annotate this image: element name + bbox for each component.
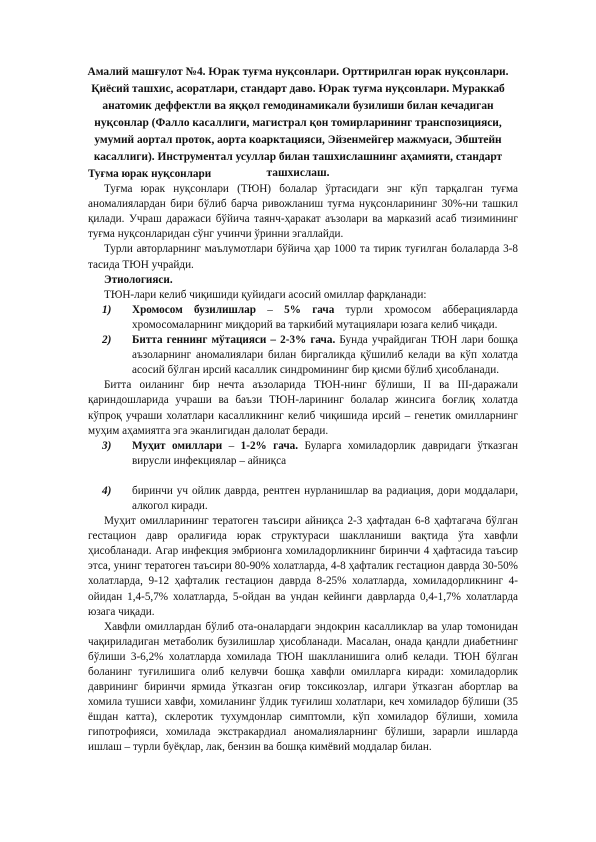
- between-paragraph: Битта оиланинг бир нечта аъзоларида ТЮН-нинг бўлиши, II ва III-даражали қариндошларида учраши ва баъзи ТЮН-ларининг болалар жинсига боғлиқ холатда кўпроқ учраши холатлари касалликнинг келиб чиқишида ирсий – генетик омилларнинг муҳим аҳамиятга эга эканлигидан далолат беради.: [88, 379, 518, 437]
- list-item-body: Буларга хомиладорлик давридаги ўтказган вирусли инфекциялар – айниқса: [132, 439, 518, 467]
- list-item-dash: –: [255, 303, 285, 316]
- page-title: Амалий машғулот №4. Юрак туғма нуқсонлари. Орттирилган юрак нуқсонлари. Қиёсий ташхис, асоратлари, стандарт даво. Юрак туғма нуқсонлари. Мураккаб анатомик деффектли ва яққол гемодинамикали бузилиши билан кечадиган нуқсонлар (Фалло касаллиги, магистрал қон томирларининг транспозицияси, умумий аортал проток, аорта коарктацияси, Эйзенмейгер мажмуаси, Эбштейн касаллиги). Инструментал усуллар билан ташхислашнинг аҳамияти, стандарт ташхислаш.: [87, 66, 509, 180]
- list-item-bold-2: 5% гача: [284, 303, 335, 316]
- list-item-bold-2: 1-2% гача.: [240, 439, 299, 452]
- environment-paragraph: Муҳит омилларининг тератоген таъсири айниқса 2-3 ҳафтадан 6-8 ҳафтагача бўлган гестацион давр оралиғида юрак структураси шаклланиши вақтида ўта хавфли ҳисобланади. Агар инфекция эмбрионга хомиладорликнинг биринчи 4 ҳафтасида таъсир этса, унинг тератоген таъсири 80-90% холатларда, 4-8 ҳафталик гестацион даврда 30-50% холатларда, 9-12 ҳафталик гестацион даврда 8-25% холатларда, хомиладорликнинг 4-ойидан 1,4-5,7% холатларда, 5-ойдан ва ундан кейинги даврларда 0,4-1,7% холатларда юзага чиқади.: [88, 515, 518, 618]
- list-item: [88, 484, 518, 514]
- list-item: [88, 333, 518, 378]
- list-item-text: [132, 333, 518, 378]
- risk-factors-paragraph: Хавфли омиллардан бўлиб ота-оналардаги эндокрин касалликлар ва улар томонидан чақириладиган метаболик бузилишлар ҳисобланади. Масалан, онада қандли диабетнинг бўлиши 3-6,2% холатларда хомилада ТЮН шаклланишига олиб келади. ТЮН бўлган боланинг туғилишига олиб келувчи бошқа хавфли омилларга киради: хомиладорлик даврининг биринчи ярмида ўтказган оғир токсикозлар, илгари ўтказган абортлар ва хомила тушиси хавфи, хомиланинг ўлдик туғилиш холатлари, кеч хомиладор бўлиши (35 ёшдан катта), склеротик тухумдонлар симптомли, кўп хомиладор бўлиши, хомила гипотрофияси, хомилада экстракардиал аномалияларнинг бўлиши, зарарли ишларда ишлаш – турли буёқлар, лак, бензин ва бошқа кимёвий моддалар билан.: [88, 620, 518, 754]
- list-item-number: 2): [102, 334, 112, 347]
- list-item-dash: –: [222, 439, 241, 452]
- list-item-number: 4): [102, 484, 112, 497]
- spacer: [88, 469, 518, 484]
- list-item-body: биринчи уч ойлик даврда, рентген нурланишлар ва радиация, дори моддалари, алкогол киради.: [132, 484, 518, 512]
- etiology-heading: Этиологияси.: [104, 273, 173, 286]
- document-body: [88, 167, 518, 756]
- list-item-number: 1): [102, 303, 112, 316]
- list-item-body: турли хромосом абберацияларда хромосомаларнинг миқдорий ва таркибий мутациялари юзага келиб чиқади.: [132, 303, 518, 331]
- list-item-text: [132, 303, 518, 333]
- section-heading: Туғма юрак нуқсонлари: [88, 168, 212, 180]
- list-item: [88, 439, 518, 469]
- list-item-bold: Битта геннинг мўтацияси – 2-3% гача.: [132, 334, 336, 347]
- etiology-lead: ТЮН-лари келиб чиқишиди қуйидаги асосий омиллар фарқланади:: [104, 288, 427, 301]
- list-item-text: [132, 439, 518, 469]
- list-item-number: 3): [102, 439, 112, 452]
- list-item-bold: Муҳит омиллари: [132, 439, 223, 452]
- list-item-bold: Хромосом бузилишлар: [132, 303, 256, 316]
- list-item: [88, 303, 518, 333]
- intro-paragraph-1: Туғма юрак нуқсонлари (ТЮН) болалар ўртасидаги энг кўп тарқалган туғма аномалиялардан бири бўлиб барча ривожланиш туғма нуқсонларининг 30%-ни ташкил қилади. Учраш даражаси бўйича таянч-ҳаракат аъзолари ва марказий асаб тизимининг туғма нуқсонларидан сўнг учинчи ўринни эгаллайди.: [88, 183, 518, 241]
- intro-paragraph-2: Турли авторларнинг маълумотлари бўйича ҳар 1000 та тирик туғилган болаларда 3-8 тасида ТЮН учрайди.: [88, 243, 518, 271]
- list-item-body: Бунда учрайдиган ТЮН лари бошқа аъзоларнинг аномалиялари билан биргаликда қўшилиб келади ва кўп холатда асосий бўлган ирсий касаллик синдромининг бир қисми бўлиб ҳисобланади.: [132, 334, 518, 377]
